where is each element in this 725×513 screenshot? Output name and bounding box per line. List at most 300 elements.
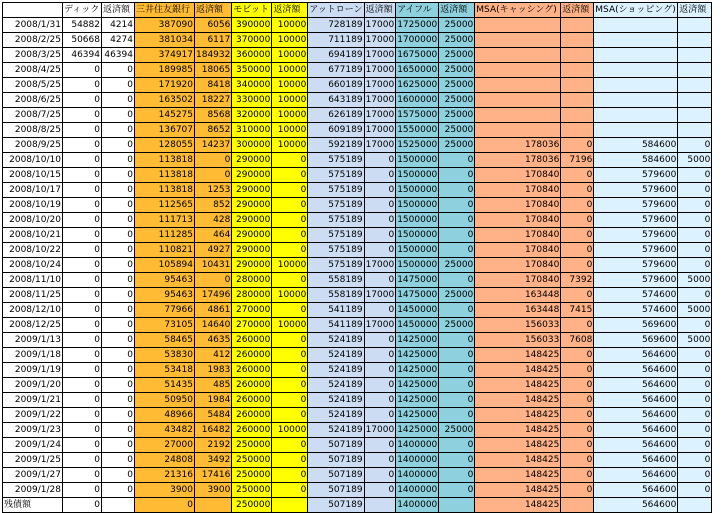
cell-msa-cashing[interactable] xyxy=(475,108,561,123)
cell-dick-repay[interactable]: 0 xyxy=(102,228,135,243)
cell-aiful-repay[interactable]: 0 xyxy=(439,438,475,453)
cell-aiful[interactable]: 1425000 xyxy=(396,408,439,423)
cell-msa-cashing-repay[interactable]: 0 xyxy=(561,258,594,273)
cell-msa-shopping[interactable] xyxy=(594,93,678,108)
cell-dick[interactable]: 0 xyxy=(63,288,102,303)
cell-dick[interactable]: 0 xyxy=(63,258,102,273)
header-cell-smbc[interactable]: 三井住友銀行 xyxy=(135,3,195,18)
cell-msa-cashing[interactable] xyxy=(475,48,561,63)
cell-msa-cashing-repay[interactable]: 0 xyxy=(561,228,594,243)
cell-aiful[interactable]: 1525000 xyxy=(396,138,439,153)
cell-smbc[interactable]: 171920 xyxy=(135,78,195,93)
cell-smbc-repay[interactable] xyxy=(195,498,232,513)
cell-msa-shopping-repay[interactable] xyxy=(678,33,712,48)
cell-msa-shopping[interactable] xyxy=(594,48,678,63)
cell-dick-repay[interactable]: 0 xyxy=(102,453,135,468)
cell-atloan[interactable]: 575189 xyxy=(308,243,364,258)
cell-mobit[interactable]: 270000 xyxy=(232,303,272,318)
cell-smbc-repay[interactable]: 4861 xyxy=(195,303,232,318)
cell-date[interactable]: 残債額 xyxy=(3,498,63,513)
cell-aiful-repay[interactable]: 0 xyxy=(439,183,475,198)
cell-msa-shopping-repay[interactable] xyxy=(678,498,712,513)
cell-aiful-repay[interactable]: 0 xyxy=(439,453,475,468)
cell-smbc[interactable]: 53830 xyxy=(135,348,195,363)
cell-msa-shopping[interactable] xyxy=(594,33,678,48)
cell-msa-cashing[interactable]: 148425 xyxy=(475,483,561,498)
cell-smbc[interactable]: 111285 xyxy=(135,228,195,243)
cell-dick[interactable]: 0 xyxy=(63,93,102,108)
cell-msa-shopping-repay[interactable]: 0 xyxy=(678,168,712,183)
cell-msa-shopping[interactable] xyxy=(594,78,678,93)
cell-dick-repay[interactable]: 0 xyxy=(102,138,135,153)
cell-mobit[interactable]: 290000 xyxy=(232,258,272,273)
cell-msa-cashing-repay[interactable] xyxy=(561,78,594,93)
cell-msa-cashing-repay[interactable]: 0 xyxy=(561,198,594,213)
cell-dick-repay[interactable]: 0 xyxy=(102,318,135,333)
cell-msa-cashing[interactable]: 148425 xyxy=(475,378,561,393)
cell-msa-shopping-repay[interactable]: 5000 xyxy=(678,303,712,318)
cell-aiful[interactable]: 1450000 xyxy=(396,303,439,318)
cell-atloan-repay[interactable]: 17000 xyxy=(364,93,396,108)
cell-msa-shopping[interactable] xyxy=(594,123,678,138)
cell-mobit-repay[interactable]: 0 xyxy=(272,393,308,408)
cell-smbc-repay[interactable]: 17416 xyxy=(195,468,232,483)
cell-smbc-repay[interactable]: 4927 xyxy=(195,243,232,258)
cell-mobit[interactable]: 370000 xyxy=(232,33,272,48)
cell-mobit-repay[interactable]: 0 xyxy=(272,273,308,288)
cell-msa-shopping-repay[interactable]: 0 xyxy=(678,288,712,303)
cell-msa-shopping-repay[interactable]: 0 xyxy=(678,213,712,228)
cell-atloan[interactable]: 728189 xyxy=(308,18,364,33)
cell-dick[interactable]: 0 xyxy=(63,408,102,423)
cell-msa-cashing[interactable]: 148425 xyxy=(475,348,561,363)
cell-msa-cashing[interactable]: 148425 xyxy=(475,408,561,423)
cell-date[interactable]: 2008/12/25 xyxy=(3,318,63,333)
cell-msa-cashing-repay[interactable] xyxy=(561,33,594,48)
cell-msa-cashing[interactable]: 178036 xyxy=(475,138,561,153)
cell-msa-shopping-repay[interactable]: 5000 xyxy=(678,333,712,348)
cell-mobit-repay[interactable]: 10000 xyxy=(272,33,308,48)
cell-atloan-repay[interactable]: 17000 xyxy=(364,18,396,33)
cell-aiful[interactable]: 1425000 xyxy=(396,363,439,378)
cell-msa-cashing[interactable]: 170840 xyxy=(475,243,561,258)
cell-msa-cashing[interactable]: 148425 xyxy=(475,423,561,438)
cell-atloan-repay[interactable]: 0 xyxy=(364,168,396,183)
cell-msa-shopping[interactable]: 579600 xyxy=(594,168,678,183)
cell-dick[interactable]: 0 xyxy=(63,378,102,393)
cell-atloan[interactable]: 575189 xyxy=(308,213,364,228)
cell-mobit-repay[interactable]: 0 xyxy=(272,468,308,483)
cell-dick-repay[interactable]: 0 xyxy=(102,168,135,183)
cell-smbc-repay[interactable]: 8568 xyxy=(195,108,232,123)
cell-aiful[interactable]: 1400000 xyxy=(396,483,439,498)
cell-dick[interactable]: 0 xyxy=(63,453,102,468)
cell-atloan[interactable]: 609189 xyxy=(308,123,364,138)
cell-aiful-repay[interactable]: 25000 xyxy=(439,93,475,108)
cell-dick[interactable]: 0 xyxy=(63,333,102,348)
cell-smbc[interactable]: 136707 xyxy=(135,123,195,138)
cell-msa-cashing[interactable]: 170840 xyxy=(475,183,561,198)
header-cell-aiful-repay[interactable]: 返済額 xyxy=(439,3,475,18)
cell-aiful[interactable]: 1425000 xyxy=(396,393,439,408)
cell-aiful[interactable]: 1400000 xyxy=(396,438,439,453)
cell-dick-repay[interactable]: 46394 xyxy=(102,48,135,63)
cell-smbc[interactable]: 145275 xyxy=(135,108,195,123)
cell-smbc[interactable]: 387090 xyxy=(135,18,195,33)
cell-atloan[interactable]: 592189 xyxy=(308,138,364,153)
cell-msa-shopping-repay[interactable]: 0 xyxy=(678,453,712,468)
cell-atloan-repay[interactable]: 17000 xyxy=(364,288,396,303)
cell-date[interactable]: 2008/4/25 xyxy=(3,63,63,78)
cell-date[interactable]: 2008/11/25 xyxy=(3,288,63,303)
cell-dick-repay[interactable]: 0 xyxy=(102,213,135,228)
cell-msa-cashing-repay[interactable]: 0 xyxy=(561,408,594,423)
cell-atloan-repay[interactable]: 0 xyxy=(364,393,396,408)
cell-aiful[interactable]: 1500000 xyxy=(396,258,439,273)
cell-atloan-repay[interactable]: 0 xyxy=(364,273,396,288)
cell-dick-repay[interactable] xyxy=(102,498,135,513)
cell-msa-shopping[interactable]: 579600 xyxy=(594,273,678,288)
cell-msa-shopping[interactable]: 564600 xyxy=(594,423,678,438)
cell-msa-shopping-repay[interactable]: 0 xyxy=(678,378,712,393)
cell-date[interactable]: 2008/7/25 xyxy=(3,108,63,123)
cell-msa-shopping-repay[interactable]: 0 xyxy=(678,138,712,153)
cell-date[interactable]: 2008/10/19 xyxy=(3,198,63,213)
cell-msa-shopping-repay[interactable] xyxy=(678,78,712,93)
cell-dick-repay[interactable]: 0 xyxy=(102,393,135,408)
cell-dick-repay[interactable]: 0 xyxy=(102,348,135,363)
cell-date[interactable]: 2008/2/25 xyxy=(3,33,63,48)
cell-aiful-repay[interactable]: 25000 xyxy=(439,33,475,48)
cell-date[interactable]: 2009/1/27 xyxy=(3,468,63,483)
cell-date[interactable]: 2008/6/25 xyxy=(3,93,63,108)
cell-mobit[interactable]: 250000 xyxy=(232,453,272,468)
cell-atloan[interactable]: 660189 xyxy=(308,78,364,93)
cell-smbc-repay[interactable]: 16482 xyxy=(195,423,232,438)
cell-dick[interactable]: 0 xyxy=(63,438,102,453)
cell-atloan-repay[interactable]: 0 xyxy=(364,183,396,198)
cell-msa-cashing-repay[interactable]: 0 xyxy=(561,393,594,408)
cell-msa-shopping[interactable]: 564600 xyxy=(594,468,678,483)
cell-aiful[interactable]: 1450000 xyxy=(396,318,439,333)
cell-dick[interactable]: 46394 xyxy=(63,48,102,63)
cell-msa-cashing[interactable]: 163448 xyxy=(475,303,561,318)
cell-aiful-repay[interactable]: 25000 xyxy=(439,423,475,438)
cell-date[interactable]: 2009/1/19 xyxy=(3,363,63,378)
cell-date[interactable]: 2008/9/25 xyxy=(3,138,63,153)
cell-atloan-repay[interactable]: 0 xyxy=(364,243,396,258)
cell-dick-repay[interactable]: 4214 xyxy=(102,18,135,33)
cell-msa-cashing[interactable] xyxy=(475,123,561,138)
cell-smbc[interactable]: 163502 xyxy=(135,93,195,108)
cell-msa-shopping-repay[interactable]: 0 xyxy=(678,483,712,498)
cell-smbc[interactable]: 53418 xyxy=(135,363,195,378)
cell-date[interactable]: 2008/10/22 xyxy=(3,243,63,258)
cell-atloan[interactable]: 507189 xyxy=(308,483,364,498)
cell-dick-repay[interactable]: 0 xyxy=(102,483,135,498)
cell-mobit-repay[interactable]: 0 xyxy=(272,453,308,468)
cell-aiful-repay[interactable]: 25000 xyxy=(439,258,475,273)
cell-dick[interactable]: 0 xyxy=(63,108,102,123)
cell-date[interactable]: 2008/5/25 xyxy=(3,78,63,93)
cell-msa-shopping-repay[interactable]: 0 xyxy=(678,258,712,273)
cell-smbc-repay[interactable]: 14640 xyxy=(195,318,232,333)
header-cell-aiful[interactable]: アイフル xyxy=(396,3,439,18)
cell-mobit-repay[interactable]: 0 xyxy=(272,348,308,363)
cell-dick-repay[interactable]: 0 xyxy=(102,153,135,168)
cell-aiful[interactable]: 1500000 xyxy=(396,198,439,213)
cell-atloan[interactable]: 643189 xyxy=(308,93,364,108)
cell-msa-cashing-repay[interactable] xyxy=(561,93,594,108)
cell-msa-shopping-repay[interactable] xyxy=(678,63,712,78)
cell-dick-repay[interactable]: 0 xyxy=(102,93,135,108)
cell-dick[interactable]: 0 xyxy=(63,348,102,363)
cell-aiful-repay[interactable]: 0 xyxy=(439,303,475,318)
cell-aiful-repay[interactable]: 0 xyxy=(439,273,475,288)
cell-msa-cashing-repay[interactable]: 7196 xyxy=(561,153,594,168)
cell-msa-shopping[interactable]: 564600 xyxy=(594,363,678,378)
cell-msa-shopping[interactable]: 564600 xyxy=(594,483,678,498)
cell-atloan[interactable]: 524189 xyxy=(308,363,364,378)
cell-dick[interactable]: 0 xyxy=(63,303,102,318)
cell-msa-cashing[interactable]: 156033 xyxy=(475,318,561,333)
cell-msa-cashing-repay[interactable]: 0 xyxy=(561,363,594,378)
header-cell-date[interactable] xyxy=(3,3,63,18)
cell-atloan[interactable]: 677189 xyxy=(308,63,364,78)
cell-msa-cashing[interactable]: 178036 xyxy=(475,153,561,168)
cell-msa-shopping[interactable]: 584600 xyxy=(594,153,678,168)
cell-aiful[interactable]: 1425000 xyxy=(396,378,439,393)
cell-msa-shopping[interactable] xyxy=(594,108,678,123)
cell-dick-repay[interactable]: 0 xyxy=(102,423,135,438)
cell-msa-cashing-repay[interactable] xyxy=(561,498,594,513)
cell-smbc[interactable]: 128055 xyxy=(135,138,195,153)
cell-smbc-repay[interactable]: 2192 xyxy=(195,438,232,453)
cell-aiful[interactable]: 1475000 xyxy=(396,273,439,288)
cell-mobit-repay[interactable]: 10000 xyxy=(272,423,308,438)
cell-msa-shopping[interactable]: 564600 xyxy=(594,453,678,468)
cell-atloan-repay[interactable]: 0 xyxy=(364,408,396,423)
cell-dick[interactable]: 0 xyxy=(63,78,102,93)
cell-msa-shopping-repay[interactable]: 0 xyxy=(678,318,712,333)
cell-dick-repay[interactable]: 0 xyxy=(102,243,135,258)
cell-msa-shopping-repay[interactable]: 0 xyxy=(678,423,712,438)
cell-mobit[interactable]: 390000 xyxy=(232,18,272,33)
cell-dick[interactable]: 0 xyxy=(63,498,102,513)
cell-msa-cashing[interactable]: 156033 xyxy=(475,333,561,348)
cell-msa-shopping-repay[interactable]: 0 xyxy=(678,348,712,363)
cell-msa-shopping[interactable]: 579600 xyxy=(594,183,678,198)
cell-dick[interactable]: 0 xyxy=(63,483,102,498)
cell-dick-repay[interactable]: 0 xyxy=(102,123,135,138)
cell-atloan[interactable]: 524189 xyxy=(308,348,364,363)
cell-atloan-repay[interactable]: 0 xyxy=(364,363,396,378)
cell-mobit-repay[interactable]: 0 xyxy=(272,483,308,498)
cell-smbc-repay[interactable]: 1984 xyxy=(195,393,232,408)
cell-aiful-repay[interactable]: 25000 xyxy=(439,318,475,333)
cell-mobit-repay[interactable]: 10000 xyxy=(272,78,308,93)
cell-msa-shopping[interactable]: 579600 xyxy=(594,228,678,243)
cell-mobit-repay[interactable]: 0 xyxy=(272,333,308,348)
cell-msa-shopping-repay[interactable] xyxy=(678,48,712,63)
cell-msa-cashing-repay[interactable]: 0 xyxy=(561,378,594,393)
cell-aiful[interactable]: 1650000 xyxy=(396,63,439,78)
cell-msa-cashing[interactable]: 170840 xyxy=(475,168,561,183)
cell-atloan[interactable]: 694189 xyxy=(308,48,364,63)
cell-smbc-repay[interactable]: 412 xyxy=(195,348,232,363)
cell-atloan[interactable]: 575189 xyxy=(308,183,364,198)
header-cell-mobit[interactable]: モビット xyxy=(232,3,272,18)
cell-dick-repay[interactable]: 0 xyxy=(102,408,135,423)
cell-aiful-repay[interactable]: 25000 xyxy=(439,48,475,63)
cell-atloan-repay[interactable]: 17000 xyxy=(364,138,396,153)
cell-smbc-repay[interactable]: 6056 xyxy=(195,18,232,33)
cell-mobit-repay[interactable]: 0 xyxy=(272,168,308,183)
cell-date[interactable]: 2009/1/13 xyxy=(3,333,63,348)
cell-aiful-repay[interactable]: 25000 xyxy=(439,123,475,138)
cell-atloan-repay[interactable]: 17000 xyxy=(364,108,396,123)
cell-mobit-repay[interactable]: 0 xyxy=(272,363,308,378)
cell-date[interactable]: 2008/11/10 xyxy=(3,273,63,288)
cell-mobit-repay[interactable]: 0 xyxy=(272,213,308,228)
cell-smbc-repay[interactable]: 14237 xyxy=(195,138,232,153)
cell-mobit-repay[interactable]: 0 xyxy=(272,303,308,318)
cell-date[interactable]: 2008/10/21 xyxy=(3,228,63,243)
cell-aiful-repay[interactable]: 0 xyxy=(439,213,475,228)
cell-dick[interactable]: 0 xyxy=(63,228,102,243)
cell-aiful-repay[interactable]: 0 xyxy=(439,408,475,423)
header-cell-dick-repay[interactable]: 返済額 xyxy=(102,3,135,18)
cell-mobit[interactable]: 290000 xyxy=(232,198,272,213)
cell-mobit-repay[interactable]: 0 xyxy=(272,408,308,423)
cell-mobit[interactable]: 310000 xyxy=(232,123,272,138)
cell-atloan-repay[interactable]: 0 xyxy=(364,198,396,213)
cell-msa-cashing-repay[interactable]: 0 xyxy=(561,318,594,333)
cell-smbc[interactable]: 73105 xyxy=(135,318,195,333)
cell-smbc[interactable]: 113818 xyxy=(135,153,195,168)
cell-msa-shopping-repay[interactable]: 0 xyxy=(678,363,712,378)
cell-smbc-repay[interactable]: 1253 xyxy=(195,183,232,198)
cell-date[interactable]: 2008/3/25 xyxy=(3,48,63,63)
cell-mobit[interactable]: 350000 xyxy=(232,63,272,78)
cell-smbc-repay[interactable]: 1983 xyxy=(195,363,232,378)
cell-atloan[interactable]: 507189 xyxy=(308,498,364,513)
cell-aiful-repay[interactable]: 0 xyxy=(439,198,475,213)
cell-msa-cashing[interactable]: 148425 xyxy=(475,453,561,468)
cell-msa-cashing-repay[interactable]: 0 xyxy=(561,168,594,183)
cell-msa-shopping[interactable]: 584600 xyxy=(594,138,678,153)
cell-msa-shopping-repay[interactable]: 0 xyxy=(678,468,712,483)
cell-mobit[interactable]: 250000 xyxy=(232,468,272,483)
cell-aiful[interactable]: 1425000 xyxy=(396,333,439,348)
cell-smbc[interactable]: 21316 xyxy=(135,468,195,483)
cell-smbc[interactable]: 374917 xyxy=(135,48,195,63)
cell-atloan-repay[interactable]: 0 xyxy=(364,333,396,348)
cell-smbc[interactable]: 77966 xyxy=(135,303,195,318)
cell-msa-shopping[interactable]: 579600 xyxy=(594,213,678,228)
cell-msa-cashing-repay[interactable] xyxy=(561,18,594,33)
cell-dick-repay[interactable]: 0 xyxy=(102,438,135,453)
cell-dick[interactable]: 0 xyxy=(63,63,102,78)
cell-smbc-repay[interactable]: 6117 xyxy=(195,33,232,48)
cell-date[interactable]: 2009/1/23 xyxy=(3,423,63,438)
cell-atloan-repay[interactable]: 0 xyxy=(364,438,396,453)
cell-dick-repay[interactable]: 0 xyxy=(102,198,135,213)
cell-msa-cashing-repay[interactable]: 0 xyxy=(561,453,594,468)
cell-date[interactable]: 2009/1/20 xyxy=(3,378,63,393)
cell-aiful-repay[interactable]: 25000 xyxy=(439,18,475,33)
cell-mobit[interactable]: 290000 xyxy=(232,243,272,258)
cell-smbc-repay[interactable]: 5484 xyxy=(195,408,232,423)
cell-dick-repay[interactable]: 0 xyxy=(102,303,135,318)
cell-dick[interactable]: 0 xyxy=(63,138,102,153)
cell-smbc-repay[interactable]: 18065 xyxy=(195,63,232,78)
header-cell-msa-cashing-repay[interactable]: 返済額 xyxy=(561,3,594,18)
cell-msa-shopping-repay[interactable]: 0 xyxy=(678,438,712,453)
cell-msa-shopping[interactable]: 574600 xyxy=(594,303,678,318)
cell-msa-shopping-repay[interactable]: 0 xyxy=(678,183,712,198)
cell-mobit-repay[interactable]: 10000 xyxy=(272,258,308,273)
cell-msa-cashing-repay[interactable]: 0 xyxy=(561,348,594,363)
cell-mobit-repay[interactable]: 0 xyxy=(272,153,308,168)
cell-msa-cashing-repay[interactable]: 0 xyxy=(561,423,594,438)
cell-dick[interactable]: 0 xyxy=(63,213,102,228)
cell-dick-repay[interactable]: 4274 xyxy=(102,33,135,48)
cell-smbc[interactable]: 189985 xyxy=(135,63,195,78)
cell-mobit[interactable]: 360000 xyxy=(232,48,272,63)
cell-msa-shopping-repay[interactable] xyxy=(678,123,712,138)
cell-aiful[interactable]: 1600000 xyxy=(396,93,439,108)
cell-aiful-repay[interactable]: 0 xyxy=(439,393,475,408)
cell-mobit[interactable]: 260000 xyxy=(232,333,272,348)
cell-msa-shopping[interactable] xyxy=(594,63,678,78)
cell-aiful-repay[interactable]: 25000 xyxy=(439,78,475,93)
cell-aiful[interactable]: 1425000 xyxy=(396,423,439,438)
cell-atloan-repay[interactable]: 0 xyxy=(364,348,396,363)
cell-dick-repay[interactable]: 0 xyxy=(102,258,135,273)
cell-smbc[interactable]: 95463 xyxy=(135,273,195,288)
cell-atloan-repay[interactable]: 17000 xyxy=(364,48,396,63)
cell-msa-shopping-repay[interactable]: 5000 xyxy=(678,153,712,168)
cell-msa-cashing-repay[interactable]: 0 xyxy=(561,183,594,198)
cell-dick-repay[interactable]: 0 xyxy=(102,468,135,483)
cell-msa-shopping-repay[interactable]: 0 xyxy=(678,393,712,408)
cell-atloan-repay[interactable]: 0 xyxy=(364,303,396,318)
cell-atloan[interactable]: 507189 xyxy=(308,438,364,453)
cell-date[interactable]: 2008/1/31 xyxy=(3,18,63,33)
cell-msa-cashing-repay[interactable]: 0 xyxy=(561,288,594,303)
cell-msa-cashing[interactable] xyxy=(475,33,561,48)
cell-dick[interactable]: 0 xyxy=(63,243,102,258)
cell-mobit[interactable]: 260000 xyxy=(232,393,272,408)
cell-smbc-repay[interactable]: 8418 xyxy=(195,78,232,93)
cell-smbc[interactable]: 110821 xyxy=(135,243,195,258)
cell-msa-shopping[interactable]: 574600 xyxy=(594,288,678,303)
cell-mobit-repay[interactable]: 10000 xyxy=(272,18,308,33)
cell-msa-cashing[interactable]: 170840 xyxy=(475,213,561,228)
cell-dick[interactable]: 0 xyxy=(63,123,102,138)
cell-msa-cashing[interactable]: 148425 xyxy=(475,438,561,453)
cell-smbc-repay[interactable]: 17496 xyxy=(195,288,232,303)
cell-mobit[interactable]: 250000 xyxy=(232,483,272,498)
cell-msa-cashing[interactable]: 148425 xyxy=(475,363,561,378)
cell-aiful[interactable]: 1675000 xyxy=(396,48,439,63)
cell-atloan[interactable]: 575189 xyxy=(308,153,364,168)
cell-msa-cashing[interactable] xyxy=(475,93,561,108)
cell-msa-shopping[interactable]: 564600 xyxy=(594,348,678,363)
cell-msa-cashing[interactable] xyxy=(475,63,561,78)
cell-date[interactable]: 2008/10/17 xyxy=(3,183,63,198)
